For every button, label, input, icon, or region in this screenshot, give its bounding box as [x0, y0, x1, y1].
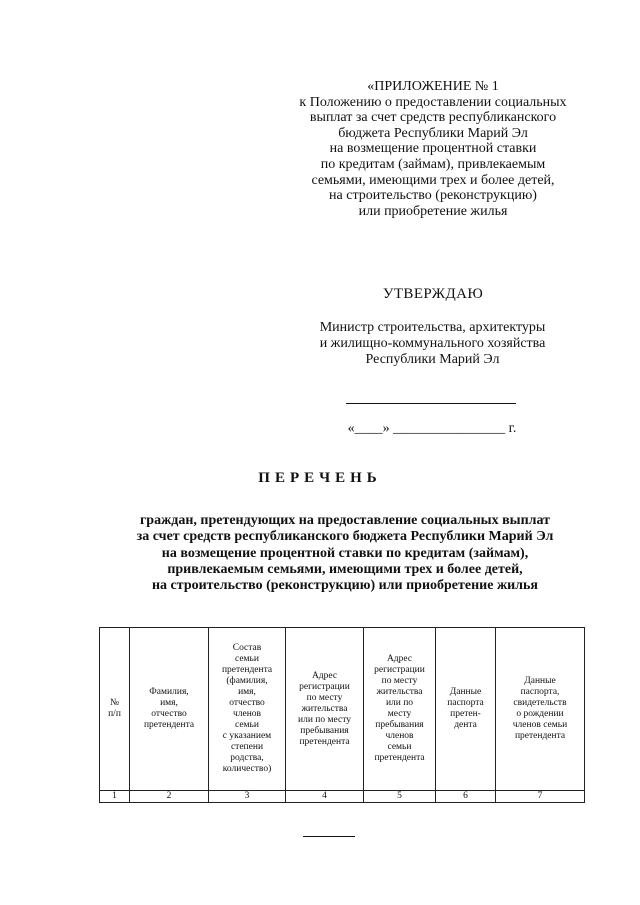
appendix-line: к Положению о предоставлении социальных: [299, 94, 567, 110]
approval-date-line: «____» ________________ г.: [347, 421, 517, 436]
header-cell-number: № п/п: [100, 628, 130, 791]
column-number: 2: [130, 791, 209, 803]
approval-signatory: [285, 320, 580, 368]
approval-line: Республики Марий Эл: [365, 352, 500, 367]
appendix-line: по кредитам (займам), привлекаемым: [320, 156, 546, 172]
subtitle-line: за счет средств республиканского бюджета Республики Марий Эл: [136, 529, 554, 545]
header-cell-applicant-passport: Данные паспорта претен- дента: [436, 628, 496, 791]
header-cell-family-address: Адрес регистрации по месту жительства или по месту пребывания членов семьи претендента: [364, 628, 436, 791]
column-number: 1: [100, 791, 130, 803]
column-number: 3: [209, 791, 286, 803]
approval-line: Министр строительства, архитектуры: [319, 320, 546, 335]
subtitle-line: граждан, претендующих на предоставление социальных выплат: [139, 513, 551, 528]
end-divider: [303, 836, 355, 837]
column-number: 6: [436, 791, 496, 803]
approval-title: УТВЕРЖДАЮ: [382, 286, 484, 302]
table-number-row: [100, 791, 585, 803]
appendix-line: или приобретение жилья: [358, 203, 508, 219]
appendix-line: семьями, имеющими трех и более детей,: [311, 172, 555, 188]
header-cell-family-composition: Состав семьи претендента (фамилия, имя, отчество членов семьи с указанием степени родства, количество): [209, 628, 286, 791]
header-cell-applicant-address: Адрес регистрации по месту жительства или по месту пребывания претендента: [286, 628, 364, 791]
table-header-row: [100, 628, 585, 791]
appendix-line: выплат за счет средств республиканского: [309, 110, 557, 126]
approval-line: и жилищно-коммунального хозяйства: [319, 336, 546, 351]
appendix-line: на возмещение процентной ставки: [329, 141, 537, 157]
signature-line: [346, 403, 516, 404]
document-title: ПЕРЕЧЕНЬ: [258, 470, 382, 486]
appendix-block: [270, 79, 596, 219]
column-number: 7: [496, 791, 585, 803]
appendix-line: на строительство (реконструкцию): [329, 188, 537, 204]
appendix-line: «ПРИЛОЖЕНИЕ № 1: [367, 79, 499, 94]
document-subtitle: [100, 513, 590, 594]
column-number: 5: [364, 791, 436, 803]
subtitle-line: на возмещение процентной ставки по кредитам (займам),: [161, 545, 529, 561]
appendix-line: бюджета Республики Марий Эл: [338, 125, 528, 141]
applicants-table: [99, 627, 585, 803]
header-cell-family-documents: Данные паспорта, свидетельств о рождении членов семьи претендента: [496, 628, 585, 791]
subtitle-line: на строительство (реконструкцию) или приобретение жилья: [151, 578, 538, 594]
column-number: 4: [286, 791, 364, 803]
header-cell-full-name: Фамилия, имя, отчество претендента: [130, 628, 209, 791]
subtitle-line: привлекаемым семьями, имеющими трех и более детей,: [167, 561, 523, 577]
